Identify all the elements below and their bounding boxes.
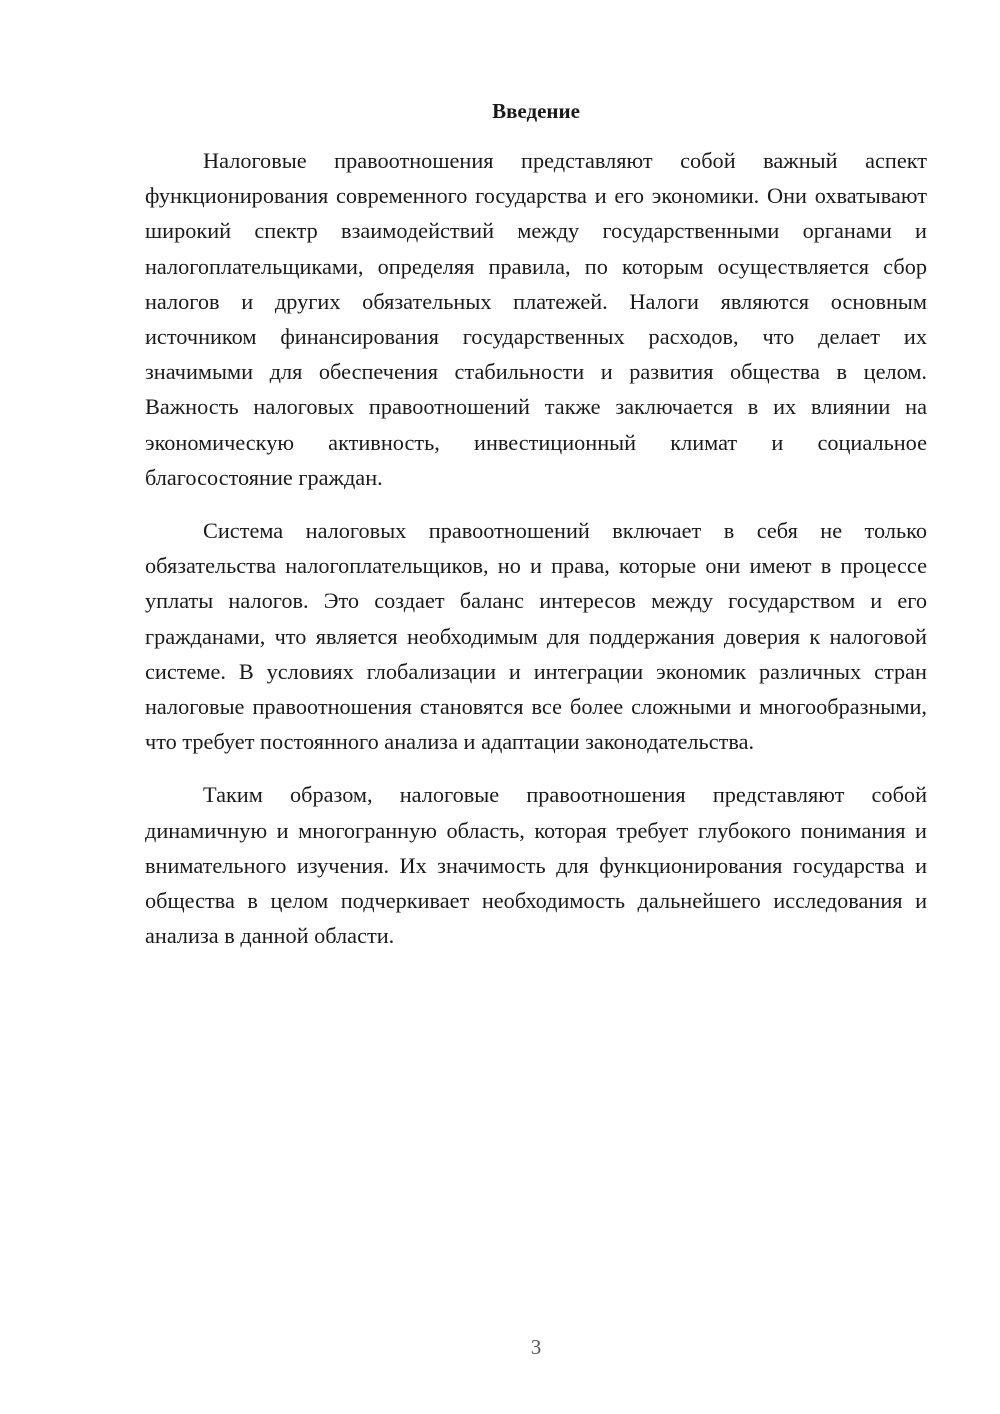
- paragraph-3: Таким образом, налоговые правоотношения представляют собой динамичную и многогранную область, которая требует глубокого понимания и внимательного изучения. Их значимость для функционирования государства и общества в целом подчеркивает необходимость дальнейшего исследования и анализа в данной области.: [145, 782, 927, 949]
- body-text: [145, 143, 927, 971]
- paragraph-2: Система налоговых правоотношений включает в себя не только обязательства налогоплательщиков, но и права, которые они имеют в процессе уплаты налогов. Это создает баланс интересов между государством и его гражданами, что является необходимым для поддержания доверия к налоговой системе. В условиях глобализации и интеграции экономик различных стран налоговые правоотношения становятся все более сложными и многообразными, что требует постоянного анализа и адаптации законодательства.: [145, 518, 927, 755]
- paragraph-1: Налоговые правоотношения представляют собой важный аспект функционирования современного государства и его экономики. Они охватывают широкий спектр взаимодействий между государственными органами и налогоплательщиками, определяя правила, по которым осуществляется сбор налогов и других обязательных платежей. Налоги являются основным источником финансирования государственных расходов, что делает их значимыми для обеспечения стабильности и развития общества в целом. Важность налоговых правоотношений также заключается в их влиянии на экономическую активность, инвестиционный климат и социальное благосостояние граждан.: [145, 148, 927, 490]
- section-title: Введение: [492, 99, 580, 123]
- page-number: 3: [530, 1335, 542, 1359]
